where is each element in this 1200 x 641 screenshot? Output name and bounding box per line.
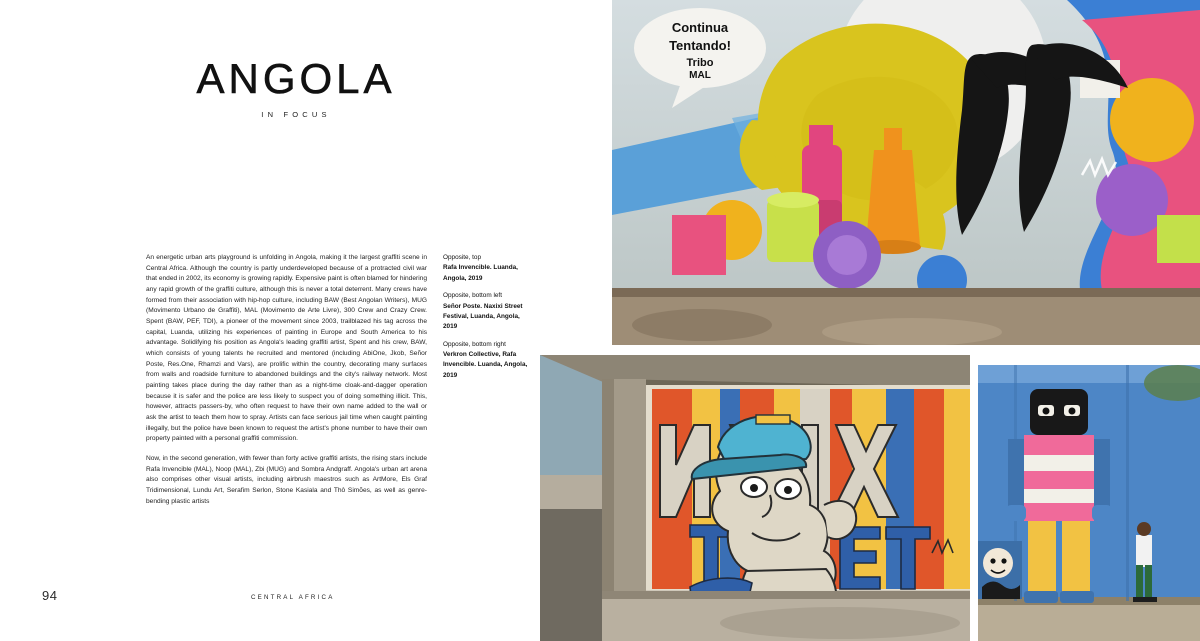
photo-mural-top [612,0,1200,345]
right-page [600,0,1200,641]
caption-lead: Opposite, top [443,254,482,261]
svg-text:Tribo: Tribo [686,57,714,69]
caption-item [443,253,533,284]
caption-lead: Opposite, bottom left [443,292,502,300]
mural-bottom-left-artwork [540,355,970,641]
caption-item [443,291,533,333]
running-head: CENTRAL AFRICA [251,594,335,601]
mural-bottom-right-artwork [978,365,1200,641]
body-paragraph: Now, in the second generation, with fewer than forty active graffiti artists, the rising stars include Rafa Invencible (MAL), Noop (MAL), Zbi (MUG) and Sombra Andgraff. Angola's urban art arena also comprises other visual artists, including airbrush maestros such as ArtMore, Els Graf Tridimensional, Lundu Art, Serafim Serlon, Stone Kasiala and Thô Simões, as well as genre-bending plastic artists [146,455,427,505]
photo-mural-bottom-left [540,355,970,641]
caption-lead: Opposite, bottom right [443,340,506,348]
svg-text:MAL: MAL [689,70,711,81]
page-number: 94 [42,588,58,603]
caption-text: Verkron Collective, Rafa Invencible. Luanda, Angola, 2019 [443,351,528,379]
mural-top-artwork [612,0,1200,345]
caption-text: Rafa Invencible. Luanda, Angola, 2019 [443,264,518,282]
caption-text: Señor Poste. Naxixi Street Festival, Luanda, Angola, 2019 [443,302,523,331]
title-block [196,55,396,119]
svg-text:Tentando!: Tentando! [669,38,731,53]
caption-column [443,253,533,388]
page-title: ANGOLA [196,55,396,102]
photo-mural-bottom-right [978,365,1200,641]
page-subtitle: IN FOCUS [261,110,331,119]
caption-item [443,340,533,382]
body-text-column [146,253,427,516]
body-paragraph: An energetic urban arts playground is unfolding in Angola, making it the largest graffiti scene in Central Africa. Although the country is partly underdeveloped because of a protracted civil war that ended in 2002, its economy is growing rapidly. Expensive paint is often blamed for hindering any rapid growth of the graffiti culture, although this is never a total deterrent. Many crews have formed from their association with hip-hop culture, including BAW (Best Angolan Writers), MUG (Movimento Urbano de Graffiti), MAL (Movimento de Arte Livre), 300 Crew and Crazy Crew. Spent (BAW, PEF, TDI), a pioneer of the movement since 2003, trailblazed his tag across the capital, Luanda, utilizing his experiences of painting in Europe and South America to his advantage. Solidifying his position as Angola's leading graffiti artist, Spent and his crew, BAW, which consists of young talents he recruited and mentored (including AbiOne, Jkob, Señor Poste, Res.One, Rhamzi and Vars), are prolific within the country, decorating many surfaces from walls and roadside furniture to abandoned buildings and the city's railway network. Most painting takes place during the day rather than as a night-time cloak-and-dagger operation because it is safer and the police are less likely to suspect you of doing something illicit. This, however, attracts passers-by, who often request to have their own name added to the wall or ask the artist to teach them how to spray. Artists can face serious jail time when caught painting illegally, but the police have been known to request the artist's phone number to have their own property painted with a personal graffiti commission. [146,254,428,443]
svg-text:Continua: Continua [671,20,729,35]
